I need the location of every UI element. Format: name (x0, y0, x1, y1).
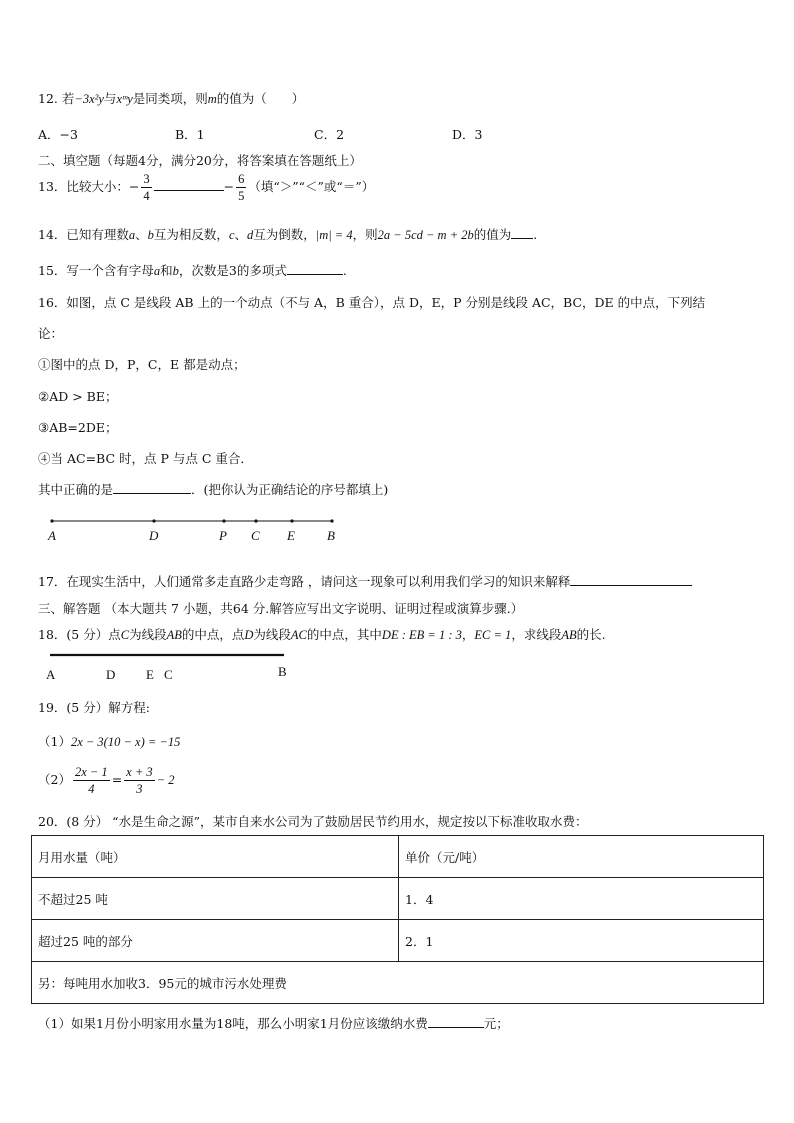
q18-var: AC (290, 628, 307, 642)
q16-point-label: A (48, 528, 56, 543)
q15-answer-blank[interactable] (287, 262, 343, 275)
q18-point-label: E (146, 667, 154, 682)
q18-var: D (244, 628, 254, 642)
q19-equation-1 (38, 732, 180, 750)
q14-text: 、 (234, 227, 248, 242)
q18-var: C (120, 628, 130, 642)
q14-expression: 2a − 5cd − m + 2b (377, 228, 474, 242)
q12-option-b: B．1 (175, 127, 205, 142)
q17-stem (38, 572, 692, 590)
q19-eq2-right-fraction: $\frac{x + 3}{3}$ (126, 765, 153, 796)
q14-text: 的值为 (473, 227, 512, 242)
q16-stem-line-2: 论： (38, 326, 64, 341)
table-header-cell: 月用水量（吨） (32, 836, 399, 878)
q12-text: 若 (61, 91, 75, 106)
q16-point-dot (50, 519, 53, 522)
q14-stem (38, 225, 537, 243)
q19-eq2-equals: = (111, 772, 123, 787)
q16-point-dot (222, 519, 225, 522)
q19-eq1-label: （1） (38, 734, 71, 749)
q13-stem (38, 171, 374, 204)
q18-point-label: C (164, 667, 173, 682)
q17-answer-blank[interactable] (570, 573, 692, 586)
q12-option-d: D．3 (452, 127, 483, 142)
q18-ratio: DE : EB = 1 : 3 (381, 628, 462, 642)
q14-text: 、 (135, 227, 148, 242)
q18-text: ，求线段 (511, 627, 562, 642)
q13-fraction-2: $\frac{6}{5}$ (238, 172, 245, 203)
q15-text: ，次数是3的多项式 (178, 263, 287, 278)
table-cell: 2．1 (399, 920, 764, 962)
q18-point-label: A (46, 667, 56, 682)
q14-var-d: d (247, 228, 254, 242)
q19-eq1: 2x − 3(10 − x) = −15 (70, 735, 181, 749)
q15-var-a: a (153, 264, 161, 278)
table-header-row (32, 836, 764, 878)
q12-text: 是同类项，则 (132, 91, 208, 106)
q18-point-label: D (106, 667, 116, 682)
q12-stem (38, 89, 304, 107)
q18-var: AB (561, 628, 577, 642)
q18-text: 为线段 (253, 627, 291, 642)
q18-segment-figure (40, 646, 300, 686)
q12-text: 与 (103, 91, 117, 106)
q13-answer-blank[interactable] (154, 178, 224, 191)
q16-statement-1: ①图中的点 D，P，C，E 都是动点； (38, 357, 246, 372)
section-2-heading: 二、填空题（每题4分，满分20分，将答案填在答题纸上） (38, 153, 362, 168)
q18-text: 为线段 (129, 627, 167, 642)
q16-point-label: C (251, 528, 260, 543)
q13-minus: − (223, 179, 235, 194)
q17-text: 17．在现实生活中，人们通常多走直路少走弯路 ，请问这一现象可以利用我们学习的知识来解释 (38, 574, 571, 589)
q15-text: 和 (160, 263, 173, 278)
q16-answer-blank[interactable] (113, 481, 191, 494)
q20-title: 20．(8 分） “水是生命之源”，某市自来水公司为了鼓励居民节约用水，规定按以下标准收取水费： (38, 814, 588, 829)
q14-text: ，则 (352, 227, 378, 242)
table-row (32, 920, 764, 962)
table-note: 另：每吨用水加收3．95元的城市污水处理费 (32, 962, 764, 1004)
q15-text: . (342, 263, 347, 278)
q15-text: 15．写一个含有字母 (38, 263, 154, 278)
q16-answer-suffix: ．(把你认为正确结论的序号都填上) (191, 482, 389, 497)
q16-point-dot (152, 519, 155, 522)
q16-point-label: E (287, 528, 295, 543)
q18-point-label: B (278, 664, 287, 679)
q12-text: 的值为（ ） (216, 91, 305, 106)
water-fee-table (31, 835, 764, 1004)
q15-var-b: b (172, 264, 179, 278)
q14-var-c: c (228, 228, 235, 242)
q18-text: ， (461, 627, 475, 642)
q13-fraction-1: $\frac{3}{4}$ (143, 172, 150, 203)
q16-point-label: B (327, 528, 335, 543)
q14-abs-m: |m| = 4 (315, 228, 353, 242)
q19-title: 19．(5 分）解方程: (38, 700, 150, 715)
q19-equation-2 (38, 764, 174, 797)
q16-point-dot (330, 519, 333, 522)
q12-term2: xᵐy (116, 92, 133, 106)
q20-sub1-suffix: 元； (483, 1016, 509, 1031)
q14-var-a: a (128, 228, 136, 242)
q20-sub1-prefix: （1）如果1月份小明家用水量为18吨，那么小明家1月份应该缴纳水费 (38, 1016, 428, 1031)
q18-text: 的中点，点 (181, 627, 245, 642)
q16-statement-2: ②AD > BE； (38, 389, 118, 404)
q19-eq2-left-fraction: $\frac{2x - 1}{4}$ (74, 765, 108, 796)
q18-stem (38, 625, 606, 643)
table-row (32, 878, 764, 920)
q16-answer-line (38, 480, 388, 498)
q12-option-c: C．2 (314, 127, 345, 142)
q13-suffix: （填“＞”“＜”或“＝”） (248, 179, 375, 194)
table-cell: 不超过25 吨 (32, 878, 399, 920)
q12-term1: −3x²y (74, 92, 104, 106)
q14-text: 14．已知有理数 (38, 227, 129, 242)
q18-var: AB (166, 628, 182, 642)
q16-statement-4: ④当 AC=BC 时，点 P 与点 C 重合． (38, 451, 253, 466)
q18-text: 18．(5 分）点 (38, 627, 121, 642)
q20-sub-question-1 (38, 1014, 509, 1032)
q19-eq2-label: （2） (38, 772, 71, 787)
q16-segment-figure (40, 512, 350, 548)
q12-var: m (207, 92, 217, 106)
q12-number: 12. (38, 91, 58, 106)
q16-answer-prefix: 其中正确的是 (38, 482, 114, 497)
table-note-row (32, 962, 764, 1004)
q14-answer-blank[interactable] (511, 226, 533, 239)
section-3-heading: 三、解答题 （本大题共 7 小题，共64 分.解答应写出文字说明、证明过程或演算步骤.） (38, 601, 524, 616)
q18-text: 的长. (576, 627, 606, 642)
table-cell: 1．4 (399, 878, 764, 920)
q16-statement-3: ③AB=2DE； (38, 420, 118, 435)
q19-eq2-tail: − 2 (156, 773, 175, 787)
q13-prefix: 13．比较大小：− (38, 179, 140, 194)
q16-point-label: D (149, 528, 159, 543)
q12-option-a: A．−3 (38, 127, 78, 142)
q18-text: 的中点，其中 (306, 627, 382, 642)
q14-text: . (533, 227, 538, 242)
q14-var-b: b (147, 228, 154, 242)
table-cell: 超过25 吨的部分 (32, 920, 399, 962)
q16-point-dot (254, 519, 257, 522)
q15-stem (38, 261, 347, 279)
q16-point-dot (290, 519, 293, 522)
q20-sub1-answer-blank[interactable] (428, 1015, 484, 1028)
q14-text: 互为倒数， (253, 227, 316, 242)
q18-ec-value: EC = 1 (474, 628, 512, 642)
q14-text: 互为相反数， (153, 227, 229, 242)
q16-stem-line-1: 16．如图，点 C 是线段 AB 上的一个动点（不与 A，B 重合），点 D，E，P 分别是线段 AC，BC，DE 的中点，下列结 (38, 295, 706, 310)
q16-point-label: P (219, 528, 227, 543)
table-header-cell: 单价（元/吨） (399, 836, 764, 878)
